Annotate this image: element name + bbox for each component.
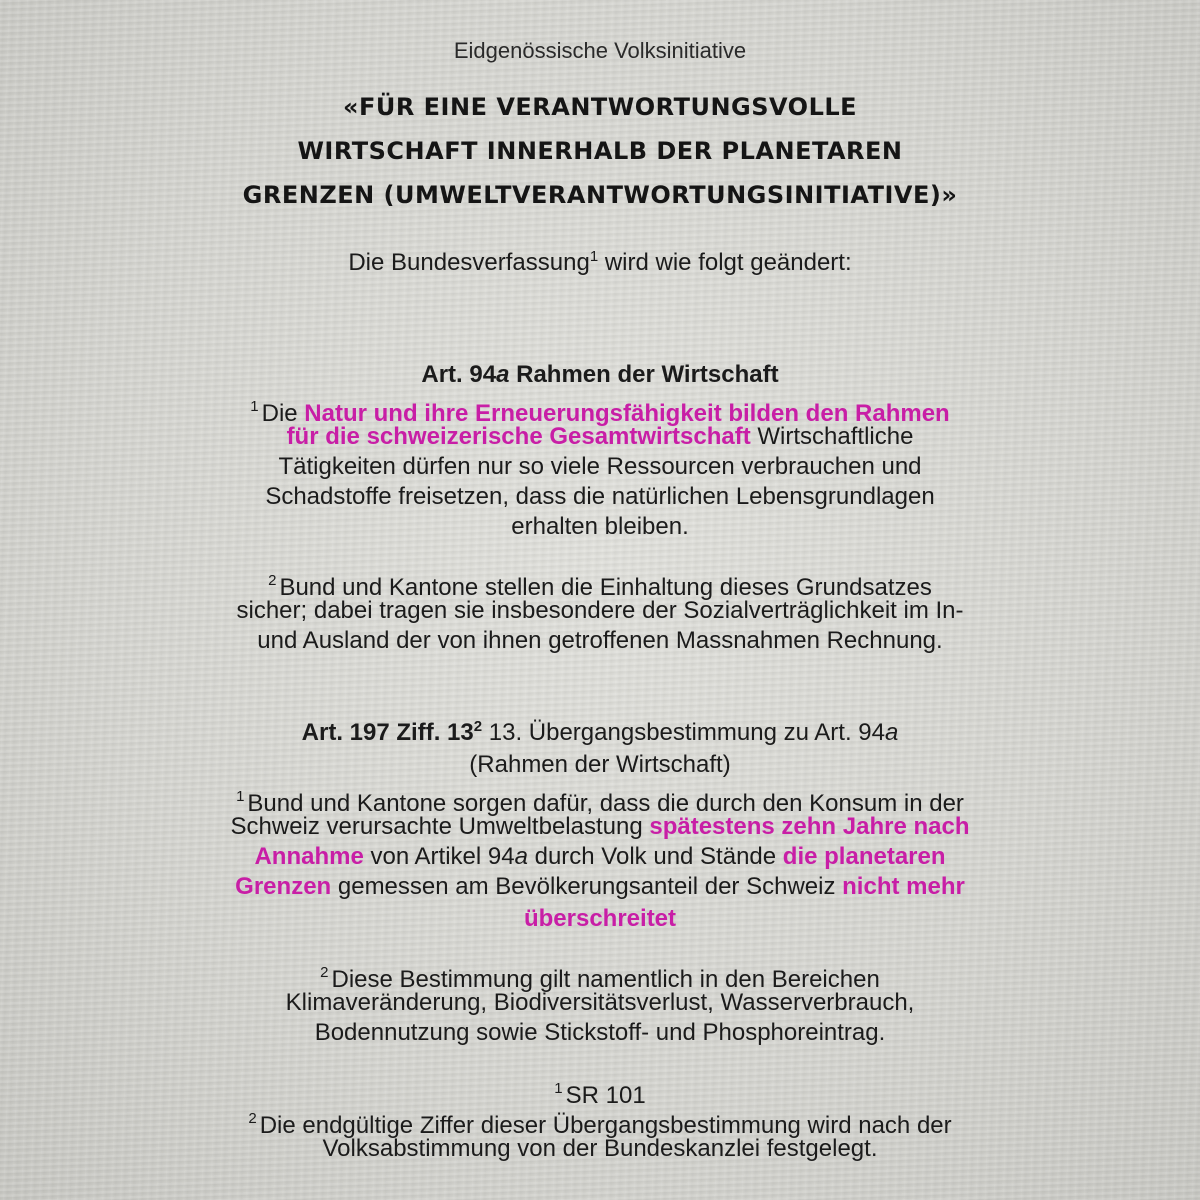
art94a-p1-line3 [0, 452, 1200, 482]
art197-heading-rest: 13. Übergangsbestimmung zu Art. 94 [482, 719, 885, 746]
art94a-p2-line2 [0, 596, 1200, 626]
text-plain: Bodennutzung sowie Stickstoff- und Phosphoreintrag. [314, 1019, 886, 1046]
art94a-heading [0, 360, 1200, 390]
art197-subheading-text: (Rahmen der Wirtschaft) [469, 751, 731, 778]
text-plain: Tätigkeiten dürfen nur so viele Ressourcen verbrauchen und [278, 453, 922, 480]
overline [0, 36, 1200, 66]
text-highlight: spätestens zehn Jahre nach [649, 813, 970, 840]
intro-footnote-ref: 1 [589, 248, 599, 265]
title-line-3-text: GRENZEN (UMWELTVERANTWORTUNGSINITIATIVE)» [242, 181, 958, 209]
overline-text: Eidgenössische Volksinitiative [453, 38, 747, 63]
art94a-heading-pre: Art. 94 [421, 361, 497, 388]
text-highlight: Natur und ihre Erneuerungsfähigkeit bilden den Rahmen [304, 400, 950, 427]
paragraph-number: 2 [268, 572, 277, 589]
paragraph-number: 1 [236, 788, 245, 805]
intro-text-rest: wird wie folgt geändert: [598, 249, 852, 276]
art197-p1-line4 [0, 872, 1200, 902]
text-highlight: für die schweizerische Gesamtwirtschaft [286, 423, 751, 450]
art94a-p1-line5 [0, 512, 1200, 542]
footnote-text: Volksabstimmung von der Bundeskanzlei festgelegt. [322, 1135, 878, 1162]
text-highlight: Grenzen [235, 873, 332, 900]
art94a-p1-line4 [0, 482, 1200, 512]
title-line-2 [0, 136, 1200, 166]
intro-text: Die Bundesverfassung [348, 249, 590, 276]
text-highlight: die planetaren [782, 843, 946, 870]
footnote-text: SR 101 [565, 1082, 646, 1109]
art94a-heading-italic: a [496, 361, 510, 388]
text-plain: gemessen am Bevölkerungsanteil der Schweiz [331, 873, 843, 900]
art197-p1-line2 [0, 812, 1200, 842]
text-plain: Die [261, 400, 305, 427]
text-plain: Schadstoffe freisetzen, dass die natürlichen Lebensgrundlagen [265, 483, 935, 510]
art197-footnote-ref: 2 [473, 718, 483, 735]
art197-heading-italic: a [884, 719, 899, 746]
text-plain: Schweiz verursachte Umweltbelastung [230, 813, 650, 840]
text-italic: a [514, 843, 528, 870]
art197-heading-bold: Art. 197 Ziff. 13 [301, 719, 474, 746]
text-plain: erhalten bleiben. [511, 513, 689, 540]
art94a-heading-post: Rahmen der Wirtschaft [509, 361, 779, 388]
text-plain: Diese Bestimmung gilt namentlich in den Bereichen [331, 966, 880, 993]
footnote-number: 1 [554, 1080, 563, 1097]
art197-p1-line3 [0, 842, 1200, 872]
paragraph-number: 1 [250, 398, 259, 415]
title-line-1 [0, 92, 1200, 122]
text-plain: Klimaveränderung, Biodiversitätsverlust, Wasserverbrauch, [285, 989, 915, 1016]
text-plain: Bund und Kantone stellen die Einhaltung dieses Grundsatzes [279, 574, 932, 601]
text-plain: Wirtschaftliche [750, 423, 914, 450]
text-plain: sicher; dabei tragen sie insbesondere der Sozialverträglichkeit im In- [236, 597, 964, 624]
art197-subheading [0, 750, 1200, 780]
art197-p2-line2 [0, 988, 1200, 1018]
paragraph-number: 2 [320, 964, 329, 981]
text-highlight: überschreitet [523, 905, 677, 932]
text-highlight: Annahme [254, 843, 364, 870]
text-plain: von Artikel 94 [363, 843, 515, 870]
art197-p2-line3 [0, 1018, 1200, 1048]
text-plain: durch Volk und Stände [527, 843, 783, 870]
title-line-2-text: WIRTSCHAFT INNERHALB DER PLANETAREN [297, 137, 903, 165]
footnote-2-line2 [0, 1134, 1200, 1164]
footnote-text: Die endgültige Ziffer dieser Übergangsbestimmung wird nach der [259, 1112, 952, 1139]
art94a-p1-line2 [0, 422, 1200, 452]
text-plain: und Ausland der von ihnen getroffenen Massnahmen Rechnung. [257, 627, 943, 654]
title-line-1-text: «FÜR EINE VERANTWORTUNGSVOLLE [342, 93, 858, 121]
footnote-number: 2 [248, 1110, 257, 1127]
art197-heading [0, 718, 1200, 748]
text-highlight: nicht mehr [842, 873, 965, 900]
title-line-3 [0, 180, 1200, 210]
art94a-p2-line3 [0, 626, 1200, 656]
art197-p1-line5 [0, 904, 1200, 934]
text-plain: Bund und Kantone sorgen dafür, dass die durch den Konsum in der [247, 790, 964, 817]
intro-line [0, 248, 1200, 278]
